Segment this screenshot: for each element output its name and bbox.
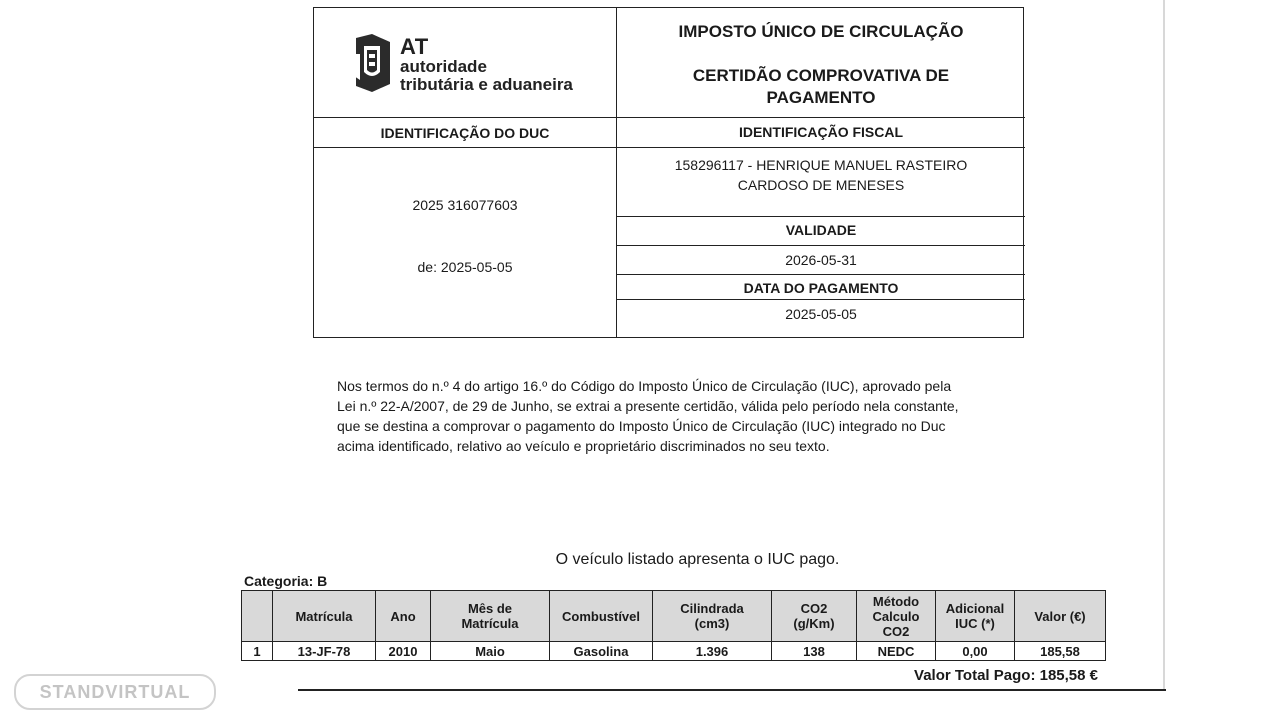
fiscal-line1: 158296117 - HENRIQUE MANUEL RASTEIRO [674,157,968,173]
col-cilindrada [653,591,772,642]
total-paid: Valor Total Pago: 185,58 € [914,667,1098,684]
cell-index: 1 [242,642,273,661]
table-row [242,642,1106,661]
page-edge [1163,0,1165,690]
subtitle-line2: PAGAMENTO [766,88,876,107]
cell-co2: 138 [772,642,857,661]
col-cil-line1: Cilindrada [680,601,744,616]
col-matricula: Matrícula [273,591,376,642]
col-ano: Ano [376,591,431,642]
col-met-line1: Método [872,593,920,609]
at-logo [350,32,590,96]
fiscal-heading: IDENTIFICAÇÃO FISCAL [738,124,904,140]
divider [617,274,1025,275]
payment-value: 2025-05-05 [785,306,857,322]
cell-metodo: NEDC [857,642,936,661]
duc-date: de: 2025-05-05 [417,259,513,275]
col-co2 [772,591,857,642]
cell-cilindrada: 1.396 [653,642,772,661]
paragraph-line: acima identificado, relativo ao veículo e proprietário discriminados no seu texto. [337,438,830,454]
table-header-row [242,591,1106,642]
duc-heading: IDENTIFICAÇÃO DO DUC [380,125,550,141]
cell-adicional: 0,00 [936,642,1015,661]
divider [314,147,616,148]
paragraph-line: Lei n.º 22-A/2007, de 29 de Junho, se extrai a presente certidão, válida pelo período nela constante, [337,398,959,414]
cell-mes: Maio [431,642,550,661]
cell-matricula: 13-JF-78 [273,642,376,661]
fiscal-line2: CARDOSO DE MENESES [737,177,905,193]
col-met-line2: Calculo [872,608,920,624]
logo-text-at: AT [400,34,429,59]
validity-heading: VALIDADE [785,222,857,238]
duc-number: 2025 316077603 [412,197,518,213]
paragraph-line: que se destina a comprovar o pagamento do Imposto Único de Circulação (IUC) integrado no Duc [337,418,946,434]
col-co2-line1: CO2 [800,601,828,616]
bottom-rule [298,689,1166,691]
col-met-line3: CO2 [882,623,910,639]
vehicle-category: Categoria: B [244,573,328,589]
cell-combustivel: Gasolina [550,642,653,661]
document-subtitle [617,65,1025,109]
col-adi-line1: Adicional [945,601,1005,616]
subtitle-line1: CERTIDÃO COMPROVATIVA DE [692,66,950,85]
divider [617,216,1025,217]
divider [617,117,1025,118]
validity-value: 2026-05-31 [785,252,857,268]
document-title: IMPOSTO ÚNICO DE CIRCULAÇÃO [678,22,964,41]
vehicle-table [241,590,1106,661]
col-cil-line2: (cm3) [694,616,730,631]
divider [617,245,1025,246]
col-adicional-iuc [936,591,1015,642]
payment-heading: DATA DO PAGAMENTO [743,280,899,296]
divider [617,299,1025,300]
cell-valor: 185,58 [1015,642,1106,661]
at-emblem-icon [350,32,394,94]
divider [617,147,1025,148]
col-combustivel: Combustível [550,591,653,642]
legal-paragraph [337,376,1017,456]
col-mes-line2: Matrícula [461,616,519,631]
col-mes-matricula [431,591,550,642]
col-adi-line2: IUC (*) [955,616,995,631]
watermark-logo: STANDVIRTUAL [14,674,216,710]
divider [314,117,616,118]
fiscal-identification [617,155,1025,195]
col-valor: Valor (€) [1015,591,1106,642]
paragraph-line: Nos termos do n.º 4 do artigo 16.º do Código do Imposto Único de Circulação (IUC), aprovado pela [337,378,952,394]
certificate-header-box [313,7,1024,338]
col-mes-line1: Mês de [467,601,513,616]
logo-text-line2: autoridade [400,57,487,76]
col-metodo-calculo [857,591,936,642]
col-index [242,591,273,642]
cell-ano: 2010 [376,642,431,661]
col-co2-line2: (g/Km) [793,616,835,631]
logo-text-line3: tributária e aduaneira [400,75,573,94]
iuc-paid-statement: O veículo listado apresenta o IUC pago. [555,551,840,568]
